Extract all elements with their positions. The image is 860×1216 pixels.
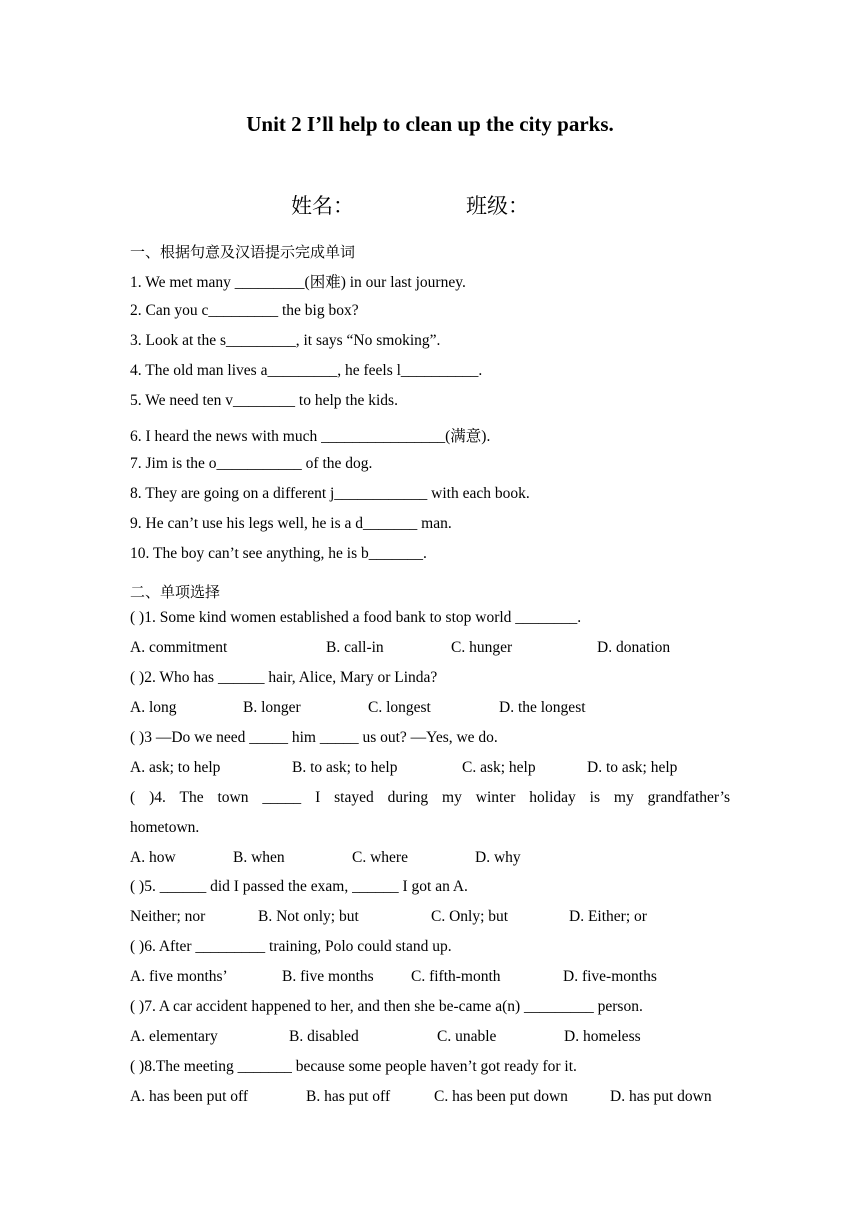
- question-stem-3: ( )3 —Do we need _____ him _____ us out? —Yes, we do.: [130, 729, 498, 746]
- question-stem-5: ( )5. ______ did I passed the exam, ______ I got an A.: [130, 878, 468, 895]
- option: D. Either; or: [569, 908, 647, 925]
- question-stem-7: ( )7. A car accident happened to her, and then she be-came a(n) _________ person.: [130, 998, 643, 1015]
- option: D. the longest: [499, 699, 586, 716]
- question-stem-1: ( )1. Some kind women established a food bank to stop world ________.: [130, 609, 582, 626]
- option: C. unable: [437, 1028, 497, 1045]
- class-label: 班级：: [466, 194, 529, 218]
- option: C. where: [352, 849, 408, 866]
- option: B. to ask; to help: [292, 759, 398, 776]
- option: D. homeless: [564, 1028, 641, 1045]
- option: Neither; nor: [130, 908, 206, 925]
- option: A. how: [130, 849, 176, 866]
- worksheet-title: Unit 2 I’ll help to clean up the city parks.: [246, 112, 614, 136]
- option: B. five months: [282, 968, 374, 985]
- option: C. hunger: [451, 639, 513, 656]
- option: C. fifth-month: [411, 968, 501, 985]
- option: D. to ask; help: [587, 759, 678, 776]
- option: D. donation: [597, 639, 671, 656]
- option: A. five months’: [130, 968, 228, 985]
- section1-heading: 一、根据句意及汉语提示完成单词: [130, 243, 356, 261]
- fill-item-3: 3. Look at the s_________, it says “No smoking”.: [130, 332, 441, 349]
- option: C. ask; help: [462, 759, 536, 776]
- fill-item-4: 4. The old man lives a_________, he feels l__________.: [130, 362, 483, 379]
- option: B. call-in: [326, 639, 384, 656]
- fill-item-10: 10. The boy can’t see anything, he is b_______.: [130, 545, 427, 562]
- fill-item-2: 2. Can you c_________ the big box?: [130, 302, 359, 319]
- option: A. ask; to help: [130, 759, 221, 776]
- fill-item-6: 6. I heard the news with much ________________(满意).: [130, 428, 491, 445]
- fill-item-8: 8. They are going on a different j____________ with each book.: [130, 485, 530, 502]
- option: D. has put down: [610, 1088, 712, 1105]
- option: D. five-months: [563, 968, 657, 985]
- option: B. when: [233, 849, 285, 866]
- option: C. has been put down: [434, 1088, 568, 1105]
- fill-item-7: 7. Jim is the o___________ of the dog.: [130, 455, 373, 472]
- question-stem-4: ( )4. The town _____ I stayed during my winter holiday is my grandfather’s: [130, 789, 730, 806]
- question-stem-2: ( )2. Who has ______ hair, Alice, Mary or Linda?: [130, 669, 438, 686]
- option: A. commitment: [130, 639, 228, 656]
- question-stem-6: ( )6. After _________ training, Polo could stand up.: [130, 938, 452, 955]
- name-label: 姓名：: [291, 194, 354, 218]
- option: C. Only; but: [431, 908, 509, 925]
- option: B. longer: [243, 699, 301, 716]
- question-stem-8: ( )8.The meeting _______ because some people haven’t got ready for it.: [130, 1058, 577, 1075]
- fill-item-5: 5. We need ten v________ to help the kids.: [130, 392, 398, 409]
- fill-item-9: 9. He can’t use his legs well, he is a d_______ man.: [130, 515, 452, 532]
- option: A. elementary: [130, 1028, 218, 1045]
- option: B. disabled: [289, 1028, 359, 1045]
- section2-heading: 二、单项选择: [130, 583, 221, 601]
- fill-item-1: 1. We met many _________(困难) in our last journey.: [130, 274, 466, 291]
- option: B. has put off: [306, 1088, 391, 1105]
- option: C. longest: [368, 699, 431, 716]
- option: B. Not only; but: [258, 908, 359, 925]
- question-stem-4-cont: hometown.: [130, 819, 200, 836]
- option: D. why: [475, 849, 521, 866]
- option: A. long: [130, 699, 177, 716]
- option: A. has been put off: [130, 1088, 249, 1105]
